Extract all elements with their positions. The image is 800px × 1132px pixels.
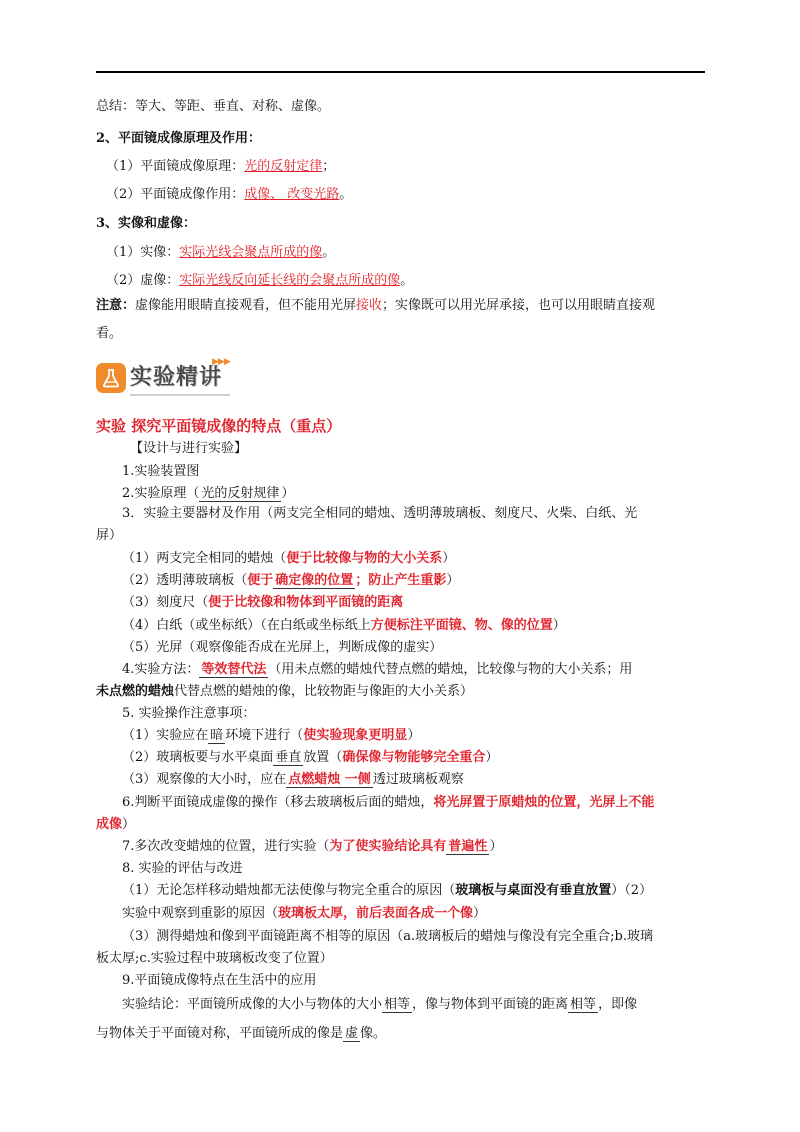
blank-dark: 暗 xyxy=(210,728,224,743)
header-rule xyxy=(96,71,705,73)
blank-equal-distance: 相等 xyxy=(570,997,597,1012)
blank-universal: 普遍性 xyxy=(448,839,488,854)
blank-side: 点燃蜡烛 一侧 xyxy=(288,772,371,787)
step-1: 1.实验装置图 xyxy=(122,464,200,479)
note-3: （3）观察像的大小时，应在 点燃蜡烛 一侧 透过玻璃板观察 xyxy=(122,772,464,787)
step-6-line2: 成像） xyxy=(96,817,136,832)
note-label: 注意： xyxy=(96,298,136,313)
blank-vertical: 垂直 xyxy=(275,750,302,765)
section2-item1: （1）平面镜成像原理：光的反射定律； xyxy=(106,159,336,174)
banner-underline xyxy=(130,394,230,396)
step-7: 7.多次改变蜡烛的位置，进行实验（为了使实验结论具有 普遍性 ） xyxy=(122,839,503,854)
step-6: 6.判断平面镜成虚像的操作（移去玻璃板后面的蜡烛，将光屏置于原蜡烛的位置，光屏上不能 xyxy=(122,795,655,810)
flask-icon xyxy=(96,363,126,393)
conclusion-line1: 实验结论：平面镜所成像的大小与物体的大小 相等 ，像与物体到平面镜的距离 相等 ，即像 xyxy=(122,997,638,1012)
answer-mirror-use: 成像、 改变光路 xyxy=(244,187,340,202)
material-4: （4）白纸（或坐标纸）（在白纸或坐标纸上方便标注平面镜、物、像的位置） xyxy=(122,618,566,633)
material-2: （2）透明薄玻璃板（便于 确定像的位置 ；防止产生重影） xyxy=(122,573,460,588)
material-1: （1）两支完全相同的蜡烛（便于比较像与物的大小关系） xyxy=(122,551,456,566)
step-4: 4.实验方法： 等效替代法 （用未点燃的蜡烛代替点燃的蜡烛，比较像与物的大小关系；用 xyxy=(122,662,633,677)
material-3: （3）刻度尺（便于比较像和物体到平面镜的距离 xyxy=(122,595,404,610)
experiment-title: 实验 探究平面镜成像的特点（重点） xyxy=(96,417,342,435)
blank-method: 等效替代法 xyxy=(201,662,267,677)
eval-1: （1）无论怎样移动蜡烛都无法使像与物完全重合的原因（玻璃板与桌面没有垂直放置）（2） xyxy=(122,883,653,898)
answer-virtual-image: 实际光线反向延长线的会聚点所成的像 xyxy=(179,273,401,288)
material-5: （5）光屏（观察像能否成在光屏上，判断成像的虚实） xyxy=(122,640,443,655)
note-line: 注意：虚像能用眼睛直接观看，但不能用光屏接收；实像既可以用光屏承接，也可以用眼睛直接观 xyxy=(96,298,656,313)
banner-title: 实验精讲 xyxy=(130,365,223,390)
conclusion-line2: 与物体关于平面镜对称，平面镜所成的像是 虚 像。 xyxy=(96,1026,387,1041)
section3-item1: （1）实像：实际光线会聚点所成的像。 xyxy=(106,245,336,260)
step-4-line2: 未点燃的蜡烛代替点燃的蜡烛的像，比较物距与像距的大小关系） xyxy=(96,684,474,699)
eval-3-line2: 板太厚;c.实验过程中玻璃板改变了位置） xyxy=(96,951,333,966)
answer-real-image: 实际光线会聚点所成的像 xyxy=(179,245,323,260)
answer-reflection-law: 光的反射定律 xyxy=(244,159,323,174)
experiment-subhead: 【设计与进行实验】 xyxy=(130,441,248,456)
note-2: （2）玻璃板要与水平桌面 垂直 放置（确保像与物能够完全重合） xyxy=(122,750,499,765)
eval-3-line1: （3）测得蜡烛和像到平面镜距离不相等的原因（a.玻璃板后的蜡烛与像没有完全重合;b.玻璃 xyxy=(122,929,653,944)
banner-arrows: ▶▶▶ xyxy=(212,357,230,367)
step-3-line1: 3．实验主要器材及作用（两支完全相同的蜡烛、透明薄玻璃板、刻度尺、火柴、白纸、光 xyxy=(122,506,638,521)
note-1: （1）实验应在 暗 环境下进行（使实验现象更明显） xyxy=(122,728,421,743)
blank-virtual: 虚 xyxy=(345,1026,359,1041)
section2-heading: 2、平面镜成像原理及作用： xyxy=(96,131,262,146)
summary-line: 总结：等大、等距、垂直、对称、虚像。 xyxy=(96,99,331,114)
step-9: 9.平面镜成像特点在生活中的应用 xyxy=(122,973,317,988)
step-3-line2: 屏） xyxy=(96,528,123,543)
experiment-banner xyxy=(96,357,256,397)
eval-2: 实验中观察到重影的原因（玻璃板太厚，前后表面各成一个像） xyxy=(122,906,487,921)
step-8: 8. 实验的评估与改进 xyxy=(122,861,243,876)
section2-item2: （2）平面镜成像作用：成像、 改变光路。 xyxy=(106,187,353,202)
step-5: 5. 实验操作注意事项： xyxy=(122,706,256,721)
note-line-2: 看。 xyxy=(96,326,123,341)
section3-heading: 3、实像和虚像： xyxy=(96,216,197,231)
section3-item2: （2）虚像：实际光线反向延长线的会聚点所成的像。 xyxy=(106,273,414,288)
blank-equal-size: 相等 xyxy=(384,997,411,1012)
blank-principle: 光的反射规律 xyxy=(201,486,280,501)
step-2: 2.实验原理（ 光的反射规律 ） xyxy=(122,486,295,501)
blank-position: 确定像的位置 xyxy=(275,573,354,588)
